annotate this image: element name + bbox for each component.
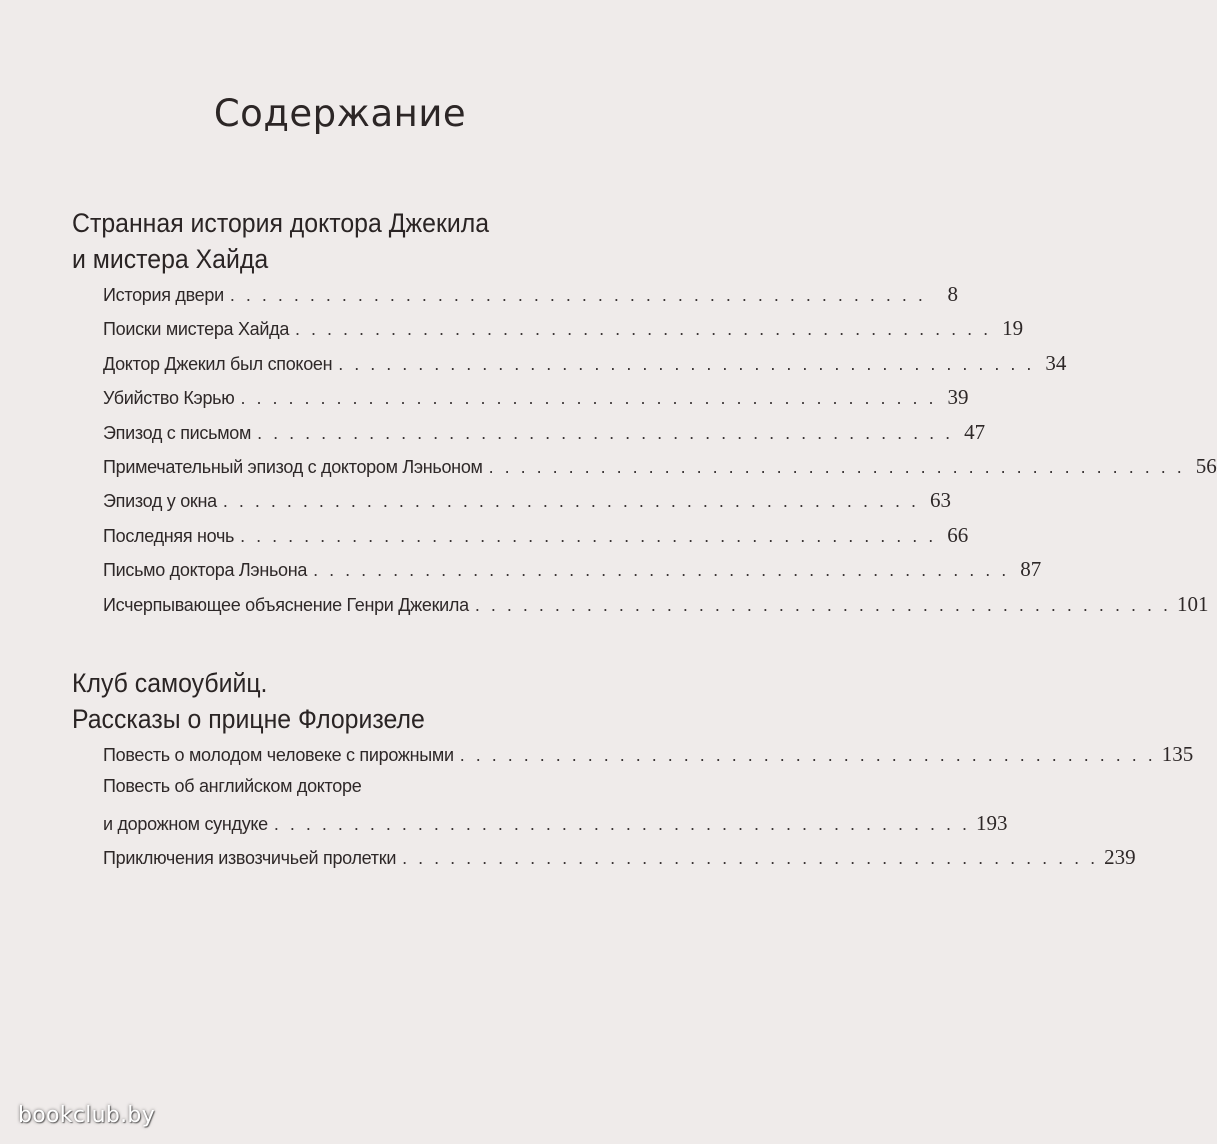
toc-entry-page: 66 [947, 522, 969, 547]
dot-leader: . . . . . . . . . . . . . . . . . . . . . . . . . . . . . . . . . . . . . . . . . . . . [222, 491, 919, 512]
toc-entry-page: 135 [1161, 742, 1194, 766]
dot-leader: . . . . . . . . . . . . . . . . . . . . . . . . . . . . . . . . . . . . . . . . . . . . [488, 456, 1185, 477]
dot-leader: . . . . . . . . . . . . . . . . . . . . . . . . . . . . . . . . . . . . . . . . . . . . [257, 422, 954, 443]
toc-entry-label: История двери [103, 285, 224, 305]
toc-entry[interactable] [103, 282, 958, 316]
dot-leader: . . . . . . . . . . . . . . . . . . . . . . . . . . . . . . . . . . . . . . . . . . . . [402, 848, 1099, 869]
toc-entry-label: Доктор Джекил был спокоен [103, 353, 333, 374]
toc-entry-label: Повесть об английском докторе [103, 776, 362, 797]
dot-leader: . . . . . . . . . . . . . . . . . . . . . . . . . . . . . . . . . . . . . . . . . . . . [474, 594, 1171, 615]
toc-section-suicide-club [72, 665, 1194, 880]
toc-entries [72, 282, 1217, 626]
dot-leader: . . . . . . . . . . . . . . . . . . . . . . . . . . . . . . . . . . . . . . . . . . . . [240, 388, 937, 409]
toc-entry-label: Повесть о молодом человеке с пирожными [103, 745, 454, 765]
dot-leader: . . . . . . . . . . . . . . . . . . . . . . . . . . . . . . . . . . . . . . . . . . . . [295, 319, 992, 340]
page-title: Содержание [213, 92, 467, 135]
toc-entry-page: 193 [975, 810, 1008, 835]
toc-entry[interactable] [103, 557, 1042, 591]
toc-entry-label: Поиски мистера Хайда [103, 319, 290, 340]
toc-entry-page: 19 [1002, 316, 1024, 341]
toc-entry-label: Убийство Кэрью [103, 388, 235, 409]
toc-entry-label: Письмо доктора Лэньона [103, 560, 308, 581]
toc-entries [72, 742, 1194, 880]
toc-entry-label: и дорожном сундуке [103, 813, 268, 834]
toc-entry-page: 39 [947, 385, 969, 410]
toc-entry-line-1[interactable] [103, 776, 612, 810]
toc-entry-page: 56 [1195, 453, 1217, 478]
toc-entry-label: Приключения извозчичьей пролетки [103, 848, 397, 869]
section-title-line-2: и мистера Хайда [72, 244, 269, 274]
toc-entry-label: Исчерпывающее объяснение Генри Джекила [103, 594, 469, 615]
dot-leader: . . . . . . . . . . . . . . . . . . . . . . . . . . . . . . . . . . . . . . . . . . . . [229, 285, 926, 305]
section-title-line-2: Рассказы о прицне Флоризеле [72, 704, 425, 734]
section-title-line-1: Клуб самоубийц. [72, 668, 268, 698]
toc-entry-page: 87 [1020, 557, 1042, 582]
toc-entry-page: 63 [929, 488, 951, 513]
toc-entry-label: Примечательный эпизод с доктором Лэньоном [103, 456, 483, 477]
toc-section-jekyll-hyde [72, 205, 1217, 626]
toc-entry[interactable] [103, 522, 969, 557]
toc-entry[interactable] [103, 810, 1008, 845]
dot-leader: . . . . . . . . . . . . . . . . . . . . . . . . . . . . . . . . . . . . . . . . . . . . [313, 560, 1010, 581]
toc-entry[interactable] [103, 385, 969, 419]
toc-entry[interactable] [103, 845, 1136, 879]
toc-entry-page: 239 [1104, 845, 1136, 870]
toc-entry[interactable] [103, 419, 986, 454]
toc-entry-page: 101 [1176, 591, 1209, 616]
toc-entry-page: 47 [964, 419, 986, 444]
dot-leader: . . . . . . . . . . . . . . . . . . . . . . . . . . . . . . . . . . . . . . . . . . . . [273, 813, 970, 834]
toc-entry-label: Последняя ночь [103, 525, 235, 546]
dot-leader: . . . . . . . . . . . . . . . . . . . . . . . . . . . . . . . . . . . . . . . . . . . . [338, 353, 1035, 374]
toc-entry[interactable] [103, 742, 1194, 776]
toc-entry-page: 8 [947, 282, 958, 306]
dot-leader: . . . . . . . . . . . . . . . . . . . . . . . . . . . . . . . . . . . . . . . . . . . . [240, 525, 937, 546]
toc-entry-label: Эпизод у окна [103, 491, 217, 512]
toc-entry[interactable] [103, 316, 1024, 350]
toc-entry-label: Эпизод с письмом [103, 422, 252, 443]
toc-entry[interactable] [103, 350, 1067, 385]
toc-entry[interactable] [103, 591, 1209, 626]
toc-entry[interactable] [103, 488, 951, 522]
toc-entry-page: 34 [1045, 350, 1067, 375]
watermark: bookclub.by [18, 1103, 156, 1128]
dot-leader: . . . . . . . . . . . . . . . . . . . . . . . . . . . . . . . . . . . . . . . . . . . . [459, 745, 1156, 765]
section-title-line-1: Странная история доктора Джекила [72, 208, 490, 238]
toc-entry[interactable] [103, 453, 1217, 488]
